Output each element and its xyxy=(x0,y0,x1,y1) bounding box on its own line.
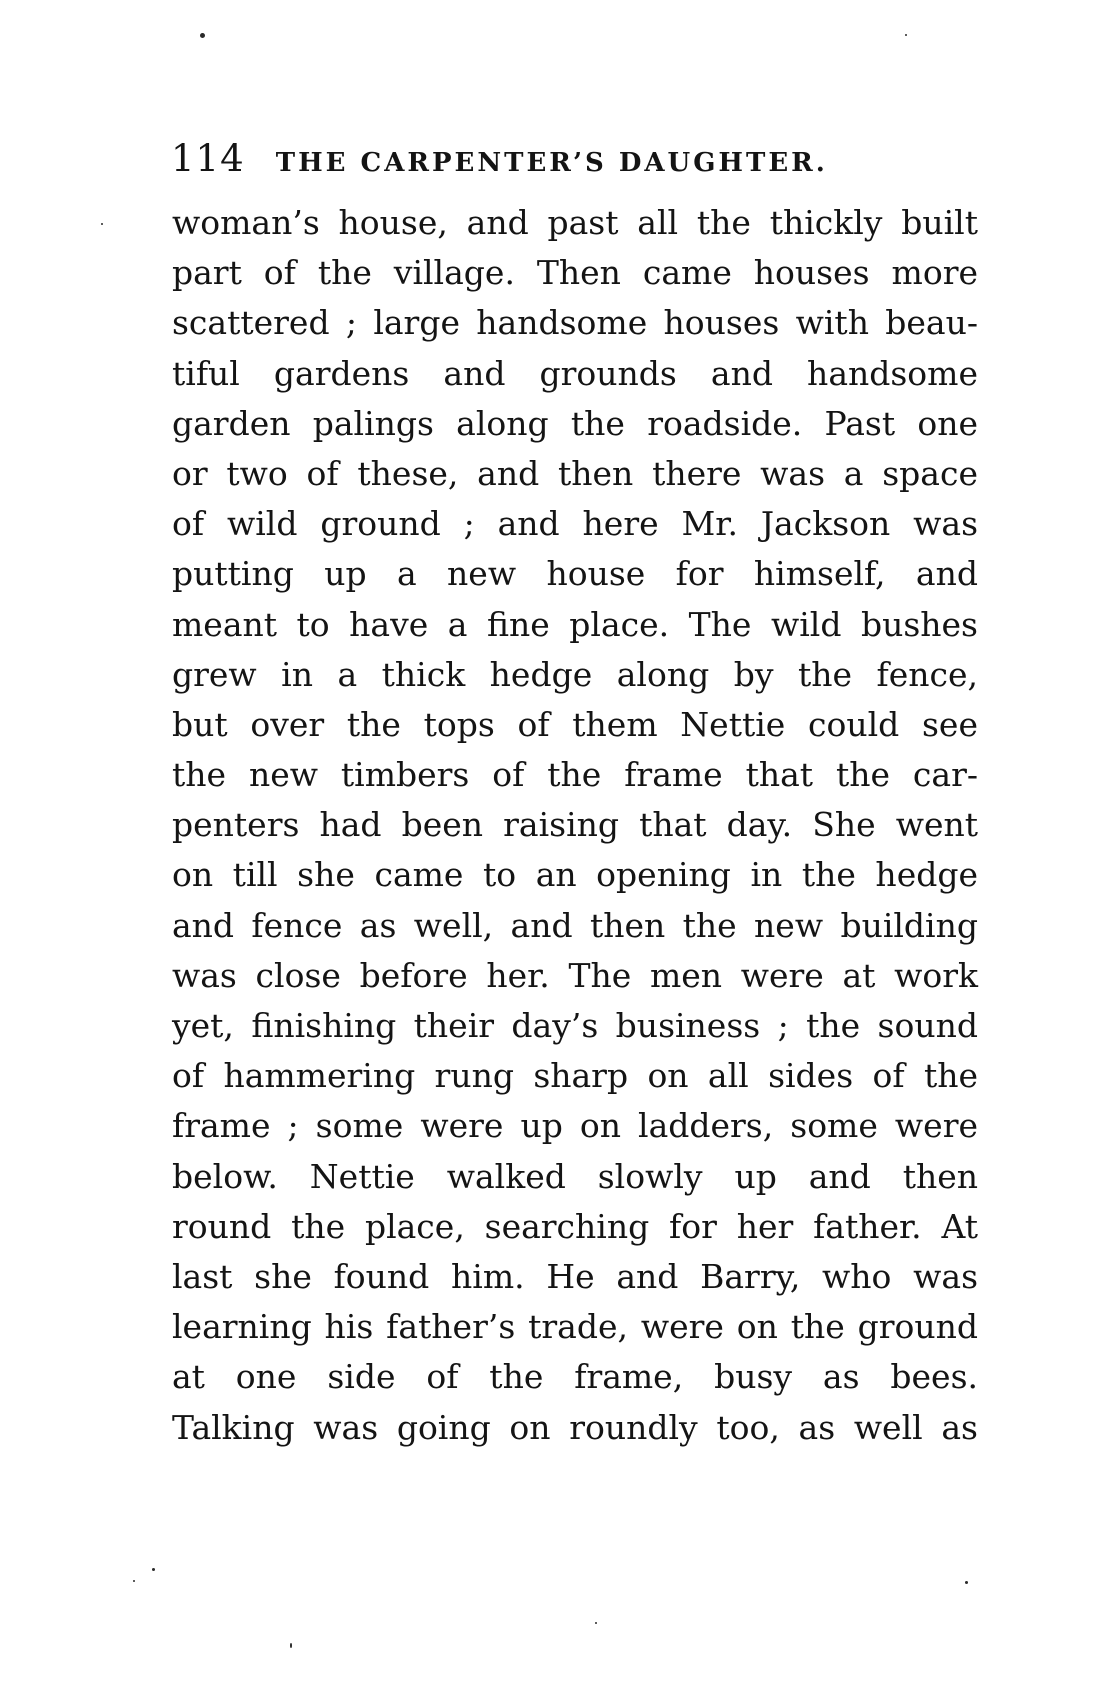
scan-speck xyxy=(152,1568,155,1571)
text-line: frame ; some were up on ladders, some were xyxy=(172,1106,978,1146)
text-line: or two of these, and then there was a space xyxy=(172,453,978,493)
text-line: yet, finishing their day’s business ; the sound xyxy=(172,1006,978,1045)
running-title: THE CARPENTER’S DAUGHTER. xyxy=(275,148,828,178)
text-line: but over the tops of them Nettie could see xyxy=(172,704,978,744)
text-line: tiful gardens and grounds and handsome xyxy=(172,353,978,393)
text-line: part of the village. Then came houses more xyxy=(172,253,978,293)
page-number: 114 xyxy=(171,137,245,180)
body-text xyxy=(172,198,978,1453)
text-line: scattered ; large handsome houses with beau- xyxy=(172,303,978,343)
text-line: penters had been raising that day. She went xyxy=(172,805,978,845)
text-line: putting up a new house for himself, and xyxy=(172,554,978,594)
text-line: of hammering rung sharp on all sides of the xyxy=(172,1056,978,1096)
scan-speck xyxy=(200,33,205,38)
text-line: woman’s house, and past all the thickly built xyxy=(172,203,978,242)
scan-speck xyxy=(133,1580,135,1582)
text-line: last she found him. He and Barry, who was xyxy=(172,1256,978,1296)
page-header xyxy=(171,137,971,197)
scan-speck xyxy=(595,1622,597,1624)
scan-speck xyxy=(965,1581,968,1584)
text-line: learning his father’s trade, were on the ground xyxy=(172,1307,978,1347)
text-line: garden palings along the roadside. Past one xyxy=(172,403,978,443)
text-line: of wild ground ; and here Mr. Jackson was xyxy=(172,504,978,544)
text-line: at one side of the frame, busy as bees. xyxy=(172,1357,978,1397)
text-line: below. Nettie walked slowly up and then xyxy=(172,1156,978,1196)
text-line: meant to have a fine place. The wild bushes xyxy=(172,604,978,644)
scan-speck xyxy=(101,223,103,225)
text-line: grew in a thick hedge along by the fence, xyxy=(172,654,978,694)
text-line: round the place, searching for her father. At xyxy=(172,1206,978,1246)
text-line: Talking was going on roundly too, as well as xyxy=(172,1407,978,1447)
scan-speck xyxy=(290,1643,292,1648)
scan-speck xyxy=(905,34,907,36)
text-line: the new timbers of the frame that the car- xyxy=(172,755,978,795)
text-line: and fence as well, and then the new building xyxy=(172,905,978,945)
text-line: on till she came to an opening in the hedge xyxy=(172,855,978,895)
text-line: was close before her. The men were at work xyxy=(172,955,978,995)
